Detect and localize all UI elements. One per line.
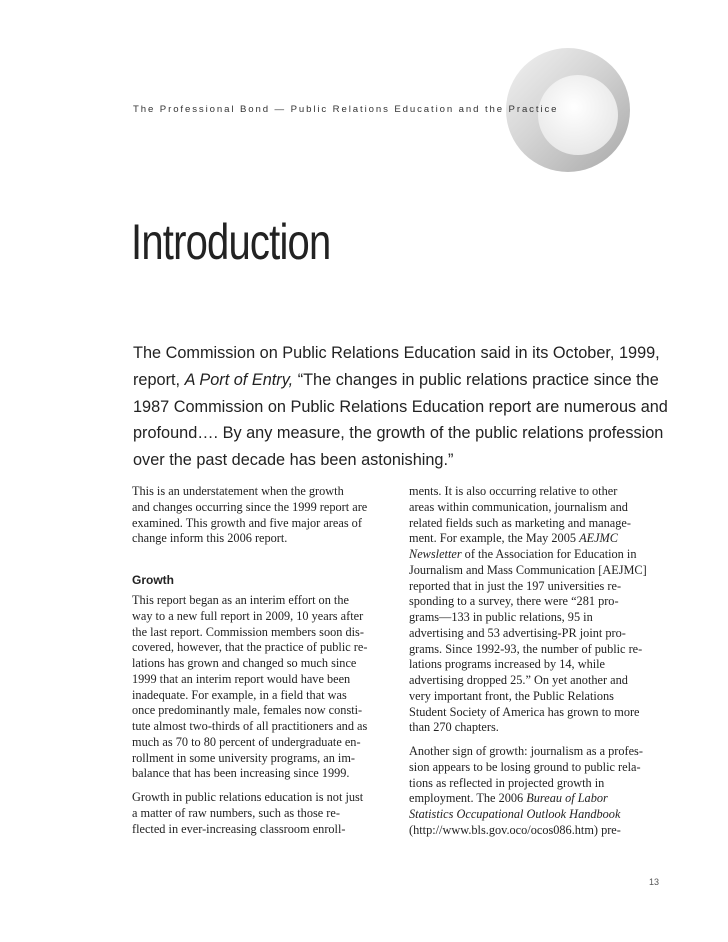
right-column (409, 484, 671, 847)
body-paragraph: This is an understatement when the growth and changes occurring since the 1999 report are examined. This growth and five major areas of change inform this 2006 report. (132, 484, 368, 546)
lead-text-part1: The Commission on Public Relations Education said in its October, 1999, report, (133, 344, 660, 389)
page-title: Introduction (131, 214, 331, 270)
lead-text-part2: “The changes in public relations practice since the 1987 Commission on Public Relations Education report are numerous and profound…. By any measure, the growth of the public relations profession over the past decade has been astonishing.” (133, 370, 668, 470)
publication-title: Bureau of Labor (526, 791, 608, 806)
lead-paragraph (133, 340, 673, 474)
publication-title: Statistics Occupational Outlook Handbook (409, 807, 621, 821)
body-paragraph: This report began as an interim effort on the way to a new full report in 2009, 10 years after the last report. Commission members soon dis- covered, however, that the practice of public re- lations has grown and changed so much since 1999 that an interim report would have been inadequate. For example, in a field that was once predominantly male, females now consti- tute almost two-thirds of all practitioners and as much as 70 to 80 percent of undergraduate en- rollment in some university programs, an im- balance that has been increasing since 1999. (132, 593, 368, 781)
section-heading-growth: Growth (132, 573, 174, 587)
body-paragraph: Another sign of growth: journalism as a profes- sion appears to be losing ground to public rela- tions as reflected in projected growth in employment. The 2006 Bureau of Labor Statistics Occupational Outlook Handbook (http://www.bls.gov.oco/ocos086.htm) pre- (409, 744, 643, 837)
page-number: 13 (649, 877, 660, 887)
publication-title: Newsletter (409, 547, 462, 561)
body-paragraph: Growth in public relations education is not just a matter of raw numbers, such as those re- flected in ever-increasing classroom enroll- (132, 790, 364, 836)
publication-title: AEJMC (579, 531, 619, 546)
body-paragraph: ments. It is also occurring relative to other areas within communication, journalism and related fields such as marketing and manage- ment. For example, the May 2005 AEJMC Newsletter of the Association for Education in Journalism and Mass Communication [AEJMC] reported that in just the 197 universities re- sponding to a survey, there were “281 pro- grams—133 in public relations, 95 in advertising and 53 advertising-PR joint pro- grams. Since 1992-93, the number of public re- lations programs increased by 14, while advertising dropped 25.” On yet another and very important front, the Public Relations Student Society of America has grown to more than 270 chapters. (409, 484, 647, 735)
lead-report-title: A Port of Entry, (184, 370, 294, 389)
left-column (132, 484, 397, 845)
running-header: The Professional Bond — Public Relations Education and the Practice (133, 104, 559, 115)
